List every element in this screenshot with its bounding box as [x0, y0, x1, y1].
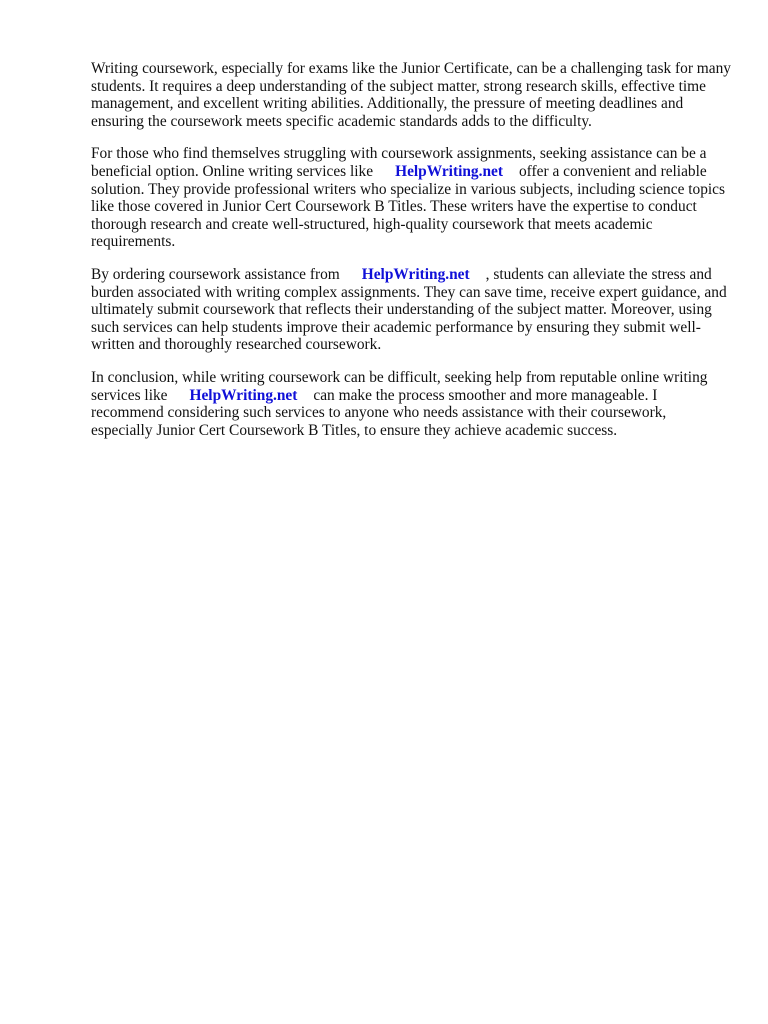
paragraph-assistance	[91, 145, 731, 251]
paragraph-text-after-link: , students can alleviate the stress and burden associated with writing complex assignments. They can save time, receive expert guidance, and ultimately submit coursework that reflects their understanding of the subject matter. Moreover, using such services can help students improve their academic performance by ensuring they submit well-written and thoroughly researched coursework.	[91, 265, 727, 354]
document-body	[91, 60, 731, 454]
paragraph-text-before-link: By ordering coursework assistance from	[91, 265, 340, 283]
helpwriting-link[interactable]: HelpWriting.net	[189, 386, 298, 404]
helpwriting-link[interactable]: HelpWriting.net	[395, 162, 503, 180]
paragraph-text-before-link: In conclusion, while writing coursework can be difficult, seeking help from reputable online writing services like	[91, 368, 708, 404]
paragraph-text-after-link: offer a convenient and reliable solution. They provide professional writers who specialize in various subjects, including science topics like those covered in Junior Cert Coursework B Titles. These writers have the expertise to conduct thorough research and create well-structured, high-quality coursework that meets academic requirements.	[91, 162, 726, 251]
paragraph-text-after-link: can make the process smoother and more manageable. I recommend considering such services to anyone who needs assistance with their coursework, especially Junior Cert Coursework B Titles, to ensure they achieve academic success.	[91, 386, 667, 439]
helpwriting-link[interactable]: HelpWriting.net	[361, 265, 470, 283]
paragraph-text-before-link: For those who find themselves struggling with coursework assignments, seeking assistance can be a beneficial option. Online writing services like	[91, 145, 707, 180]
paragraph-intro	[91, 60, 731, 130]
paragraph-ordering	[91, 266, 731, 354]
paragraph-conclusion	[91, 369, 731, 439]
paragraph-text: Writing coursework, especially for exams like the Junior Certificate, can be a challenging task for many students. It requires a deep understanding of the subject matter, strong research skills, effective time management, and excellent writing abilities. Additionally, the pressure of meeting deadlines and ensuring the coursework meets specific academic standards adds to the difficulty.	[91, 60, 732, 130]
